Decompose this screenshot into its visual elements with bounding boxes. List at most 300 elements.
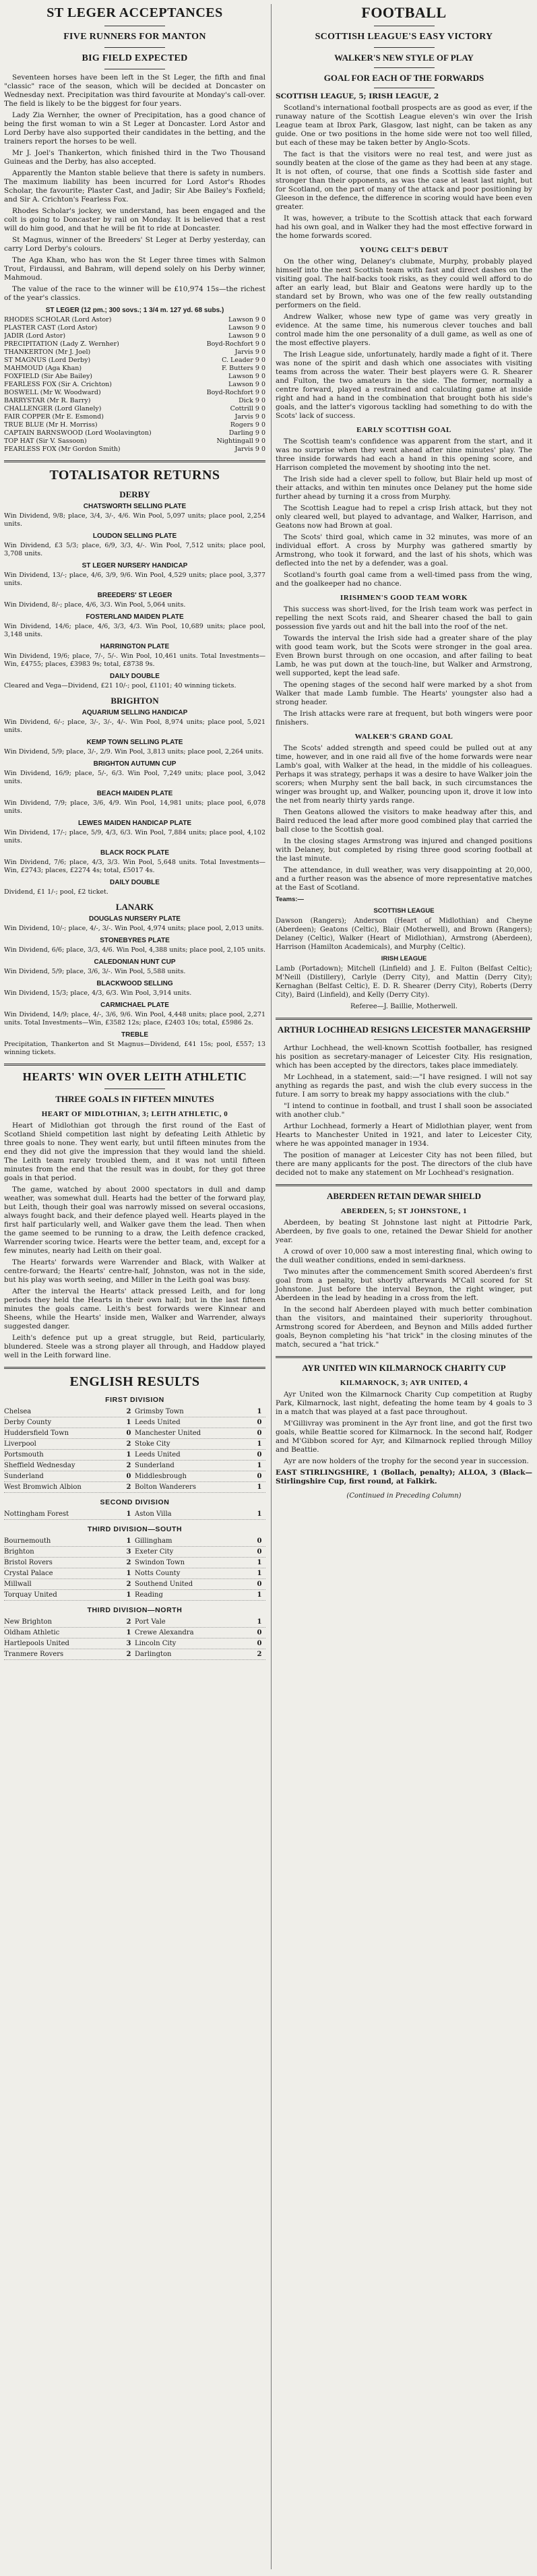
tote-race-result: Win Dividend, 6/6; place, 3/3, 4/6. Win Pool, 4,388 units; place pool, 2,105 units. [4,946,265,954]
tote-race-result: Precipitation, Thankerton and St Magnus—Dividend, £41 15s; pool, £557; 13 winning tickets. [4,1041,265,1056]
home-team: Oldham Athletic [4,1629,60,1636]
tote-race-result: Win Dividend, 16/9; place, 5/-, 6/3. Win Pool, 7,249 units; place pool, 3,042 units. [4,770,265,785]
away-team: Reading [135,1591,163,1599]
result-row [4,1590,265,1601]
walker-goal-paragraph: The Scots' added strength and speed could be pulled out at any time, however, and in one raid all five of the home forwards were near Lamb's goal, with Walker at the head, in the middle of his colleagues. Perhaps it was strategy, perhaps it was a desire to have Walker join the scorers; when Murphy sent the ball back, in such circumstances the winger was brought up, and Walker, pouncing upon it, drove it low into the net from nearly thirty yards range. [276,744,532,805]
away-team: Swindon Town [135,1559,185,1566]
lochhead-headline: ARTHUR LOCHHEAD RESIGNS LEICESTER MANAGERSHIP [277,1024,531,1035]
trainer-weight: Jarvis 9 0 [234,446,265,453]
football-paragraph: The fact is that the visitors were no real test, and were just as soundly beaten at the close of the game as they had been at any stage. It is not often, of course, that one finds a Scottish side faster and stronger than their opponents, as was the case at least last night, but for Scotland, on the part of many of the attack and poor positioning by Gleeson in the defence, the difference in scoring would have been even greater. [276,150,532,211]
away-score: 0 [257,1419,262,1426]
horse-name: CHALLENGER (Lord Glanely) [4,405,102,412]
result-row [4,1471,265,1482]
home-score: 1 [126,1537,131,1545]
home-team: Huddersfield Town [4,1430,69,1437]
st-leger-paragraph: Mr J. Joel's Thankerton, which finished third in the Two Thousand Guineas and the Derby, has also accepted. [4,149,265,166]
home-score: 2 [126,1618,131,1626]
football-lead [276,92,532,101]
ayr-article [276,1362,532,1500]
ayr-paragraph: Ayr United won the Kilmarnock Charity Cup competition at Rugby Park, Kilmarnock, last night, defeating the home team by 4 goals to 3 in a match that was played at a fast pace throughout. [276,1390,532,1416]
result-row [4,1568,265,1579]
trainer-weight: Lawson 9 0 [228,316,265,324]
early-goal-body [276,437,532,588]
result-row [4,1638,265,1649]
tote-race-name: STONEBYRES PLATE [100,937,170,944]
result-row [4,1558,265,1568]
tote-race-result: Win Dividend, 8/-; place, 4/6, 3/3. Win Pool, 5,064 units. [4,601,186,609]
ayr-paragraph: M'Gillivray was prominent in the Ayr front line, and got the first two goals, while Beattie scored for Kilmarnock. In the second half, Rodger and M'Gibbon scored for Ayr, and Kilmarnock replied through Milloy and Beattie. [276,1419,532,1454]
acceptance-row [4,381,265,389]
horse-name: FEARLESS FOX (Mr Gordon Smith) [4,446,121,453]
hearts-article [4,1070,265,1360]
tote-race-name: FOSTERLAND MAIDEN PLATE [86,613,184,621]
away-score: 2 [257,1651,262,1658]
trainer-weight: Jarvis 9 0 [234,413,265,421]
football-deck-1: SCOTTISH LEAGUE'S EASY VICTORY [315,32,493,42]
tote-race-name: BEACH MAIDEN PLATE [96,790,173,797]
horse-name: CAPTAIN BARNSWOOD (Lord Woolavington) [4,429,152,437]
st-leger-paragraph: Seventeen horses have been left in the St Leger, the fifth and final "classic" race of the season, which will be decided at Doncaster on Wednesday next. Precipitation was third favourite at Monday's call-over. The field is likely to be the biggest for four years. [4,73,265,108]
tote-race-result: Win Dividend, 7/9; place, 3/6, 4/9. Win Pool, 14,981 units; place pool, 6,078 units. [4,799,265,815]
st-leger-paragraph: The value of the race to the winner will be £10,974 15s—the richest of the year's classics. [4,285,265,302]
home-team: Nottingham Forest [4,1510,69,1518]
trainer-weight: Lawson 9 0 [228,332,265,340]
tote-race-name: CALEDONIAN HUNT CUP [94,958,176,966]
away-team: Darlington [135,1651,172,1658]
horse-name: FAIR COPPER (Mr E. Esmond) [4,413,104,421]
tote-race-name: BLACKWOOD SELLING [96,980,173,987]
home-team: West Bromwich Albion [4,1483,82,1491]
st-leger-paragraph: Lady Zia Wernher, the owner of Precipitation, has a good chance of being the first woman to win a St Leger at Doncaster. Lord Astor and Lord Derby have also supported their candidates in the betting, and the trainers report the horses to be well. [4,111,265,146]
divider [104,47,165,48]
team-lineups [276,895,532,1011]
tote-race-name: TREBLE [121,1031,148,1039]
acceptance-row [4,437,265,446]
tote-venue-name: LANARK [115,902,154,912]
football-body [276,104,532,241]
walker-goal-body [276,744,532,892]
section-rule [4,1064,265,1066]
away-team: Exeter City [135,1548,174,1556]
tote-race-result: Cleared and Vega—Dividend, £21 10/-; pool, £1101; 40 winning tickets. [4,682,236,689]
hearts-paragraph: Leith's defence put up a great struggle, but Reid, particularly, blundered. Steele was a strong player all through, and Haddow played well in the Leith forward line. [4,1334,265,1359]
lochhead-paragraph: Mr Lochhead, in a statement, said:—"I have resigned. I will not say anything as regards the past, and wish the club every success in the future. I am sorry to break my happy associations with the club." [276,1073,532,1099]
result-row [4,1547,265,1558]
irish-team-paragraph: Towards the interval the Irish side had a greater share of the play with good team work, but the Scots were stronger in the goal area. Even Brown burst through on one occasion, and after failing to beat Lamb, he was put down at the touch-line, but Walker and Armstrong, well supported, kept the lead safe. [276,634,532,677]
young-celt-paragraph: The Irish League side, unfortunately, hardly made a fight of it. There was none of the spirit and dash which one associates with visiting teams from across the water. Their best players were G. R. Shearer and Fulton, the two amateurs in the side. The former, normally a centre forward, played a restrained and calculating game at inside right and had a hand in the combination that brought both his side's goals, and the latter's vigorous tackling had something to do with the Scots' lack of success. [276,350,532,420]
early-goal-paragraph: Scotland's fourth goal came from a well-timed pass from the wing, and the goalkeeper had no chance. [276,571,532,588]
result-row [4,1439,265,1450]
home-score: 2 [126,1483,131,1491]
aberdeen-score: ABERDEEN, 5; ST JOHNSTONE, 1 [340,1207,468,1215]
lochhead-article [276,1024,532,1177]
tote-race-result: Win Dividend, 14/9; place, 4/-, 3/6, 9/6. Win Pool, 4,448 units; place pool, 2,271 units. Total Investments—Win, £3582 12s; place, £2403 10s; total, £5986 2s. [4,1011,265,1026]
home-score: 2 [126,1651,131,1658]
home-score: 1 [126,1629,131,1636]
hearts-paragraph: The Hearts' forwards were Warrender and Black, with Walker at centre-forward; the Hearts' centre-half, Johnston, was not in the side, but his play was worth seeing, and Miller in the Leith goal was busy. [4,1258,265,1284]
team-name: SCOTTISH LEAGUE [373,907,435,915]
divider [104,1088,165,1089]
irish-team-body [276,605,532,727]
hearts-paragraph: Heart of Midlothian got through the first round of the East of Scotland Shield competition last night by defeating Leith Athletic by three goals to none. They went early, but until fifteen minutes from the end they did not give the impression that they would land the shield. The Leith team rarely troubled them, and it was not until fifteen minutes from the end that the result was in doubt, for they got three goals in that period. [4,1122,265,1182]
away-team: Southend United [135,1581,193,1588]
horse-name: PRECIPITATION (Lady Z. Wernher) [4,340,119,348]
tote-race-name: DAILY DOUBLE [110,673,160,680]
ayr-score: KILMARNOCK, 3; AYR UNITED, 4 [340,1379,468,1387]
trainer-weight: Lawson 9 0 [228,324,265,332]
acceptance-row [4,324,265,332]
away-team: Bolton Wanderers [135,1483,196,1491]
tote-race-result: Win Dividend, 15/3; place, 4/3, 6/3. Win Pool, 3,914 units. [4,989,192,997]
away-score: 0 [257,1451,262,1459]
aberdeen-paragraph: A crowd of over 10,000 saw a most interesting final, which owing to the dull weather conditions, ended in semi-darkness. [276,1248,532,1264]
home-score: 1 [126,1570,131,1577]
tote-race-result: Win Dividend, 9/8; place, 3/4, 3/-, 4/6. Win Pool, 5,097 units; place pool, 2,254 units. [4,512,265,528]
lochhead-paragraph: Arthur Lochhead, the well-known Scottish footballer, has resigned his position as secretary-manager of Leicester City. His resignation, which has been accepted by the directors, takes place immediately. [276,1044,532,1070]
tote-race-name: CHATSWORTH SELLING PLATE [83,503,187,510]
away-team: Notts County [135,1570,181,1577]
st-leger-deck-2: BIG FIELD EXPECTED [82,53,188,63]
home-team: Chelsea [4,1408,32,1415]
result-row [4,1628,265,1638]
acceptance-row [4,429,265,437]
home-team: Crystal Palace [4,1570,53,1577]
tote-race-name: LOUDON SELLING PLATE [92,532,177,540]
acceptance-row [4,332,265,340]
section-rule [276,1356,532,1358]
trainer-weight: Darling 9 0 [228,429,265,437]
home-score: 1 [126,1510,131,1518]
trainer-weight: Dick 9 0 [239,397,265,404]
hearts-paragraph: The game, watched by about 2000 spectators in dull and damp weather, was somewhat dull. Hearts had the better of the forward play, but Leith, though their goal was narrowly missed on several occasions, always fought back, and their defence played well. Hearts played in the first half particularly well, and Walker gave them the lead. Then when the game seemed to be running to a draw, the Leith defence cracked, Warrender scoring twice. Hearts were the better team, and, except for a few minutes, nearly had Leith on their goal. [4,1186,265,1255]
irish-team-paragraph: The opening stages of the second half were marked by a shot from Walker that made Lamb fumble. The Hearts' youngster also had a strong header. [276,681,532,706]
hearts-deck-2: HEART OF MIDLOTHIAN, 3; LEITH ATHLETIC, 0 [41,1110,228,1118]
division-heading: SECOND DIVISION [100,1498,170,1506]
continued-note: (Continued in Preceding Column) [346,1492,462,1500]
home-team: Tranmere Rovers [4,1651,64,1658]
acceptance-row [4,348,265,357]
away-score: 0 [257,1581,262,1588]
tote-race-name: BLACK ROCK PLATE [100,849,170,857]
english-results-headline: ENGLISH RESULTS [69,1374,200,1389]
ayr-body [276,1390,532,1466]
trainer-weight: Nightingall 9 0 [216,437,265,445]
section-rule [276,1184,532,1186]
home-team: Bristol Rovers [4,1559,53,1566]
acceptance-row [4,365,265,373]
left-column [4,4,265,2569]
walker-goal-paragraph: In the closing stages Armstrong was injured and changed positions with Delaney, but completed by rising three good scoring football at the last minute. [276,837,532,863]
home-team: Torquay United [4,1591,57,1599]
result-row [4,1579,265,1590]
away-team: Sunderland [135,1462,175,1469]
aberdeen-paragraph: Aberdeen, by beating St Johnstone last night at Pittodrie Park, Aberdeen, by five goals to one, retained the Dewar Shield for another year. [276,1219,532,1244]
horse-name: TRUE BLUE (Mr H. Morriss) [4,421,98,429]
home-score: 1 [126,1591,131,1599]
irish-team-subhead: IRISHMEN'S GOOD TEAM WORK [340,594,468,602]
home-team: Sunderland [4,1473,44,1480]
ayr-headline: AYR UNITED WIN KILMARNOCK CHARITY CUP [302,1363,506,1373]
away-score: 1 [257,1462,262,1469]
division-tables [4,1396,265,1660]
early-goal-subhead: EARLY SCOTTISH GOAL [356,426,451,434]
acceptance-row [4,446,265,454]
trainer-weight: F. Butters 9 0 [221,365,265,372]
away-team: Gillingham [135,1537,172,1545]
away-score: 1 [257,1510,262,1518]
result-row [4,1428,265,1439]
home-score: 3 [126,1548,131,1556]
young-celt-subhead: YOUNG CELT'S DEBUT [359,246,449,254]
hearts-deck-1: THREE GOALS IN FIFTEEN MINUTES [55,1094,214,1104]
horse-name: PLASTER CAST (Lord Astor) [4,324,98,332]
home-score: 2 [126,1440,131,1448]
teams-list [276,907,532,1000]
tote-race-name: DOUGLAS NURSERY PLATE [89,915,181,923]
result-row [4,1617,265,1628]
acceptance-list [4,307,265,454]
east-stirlingshire-result: EAST STIRLINGSHIRE, 1 (Bollach, penalty); ALLOA, 3 (Black—Stirlingshire Cup, first round, at Falkirk. [276,1469,532,1485]
football-deck-2: WALKER'S NEW STYLE OF PLAY [334,53,474,63]
tote-race-name: LEWES MAIDEN HANDICAP PLATE [78,820,191,827]
acceptance-row [4,316,265,324]
home-team: Millwall [4,1581,32,1588]
acceptance-heading: ST LEGER (12 pm.; 300 sovs.; 1 3/4 m. 127 yd. 68 subs.) [45,307,224,314]
early-goal-paragraph: The Irish side had a clever spell to follow, but Blair held up most of their attacks, and within ten minutes once Delaney put the home side further ahead by turning it a cross from Murphy. [276,475,532,501]
acceptance-row [4,413,265,421]
result-row [4,1417,265,1428]
teams-label: Teams:— [276,896,305,903]
away-score: 1 [257,1408,262,1415]
away-score: 1 [257,1618,262,1626]
tote-race-name: ST LEGER NURSERY HANDICAP [82,562,188,570]
trainer-weight: Boyd-Rochfort 9 0 [206,340,265,348]
st-leger-deck-1: FIVE RUNNERS FOR MANTON [63,32,206,42]
home-team: Portsmouth [4,1451,44,1459]
acceptance-row [4,405,265,413]
home-team: Hartlepools United [4,1640,69,1647]
away-score: 0 [257,1640,262,1647]
tote-race-name: BREEDERS' ST LEGER [97,592,172,599]
acceptance-entries [4,316,265,454]
away-score: 1 [257,1483,262,1491]
acceptance-row [4,357,265,365]
trainer-weight: Boyd-Rochfort 9 0 [206,389,265,396]
tote-race-result: Win Dividend, 6/-; place, 3/-, 3/-, 4/-. Win Pool, 8,974 units; place pool, 5,021 units. [4,718,265,734]
st-leger-body [4,73,265,303]
home-team: Sheffield Wednesday [4,1462,75,1469]
team-players: Lamb (Portadown); Mitchell (Linfield) and J. E. Fulton (Belfast Celtic); M'Neill (Distillery), Carlyle (Derry City), and Mattin (Derry City); Kernaghan (Belfast Celtic), E. D. R. Shearer (Derry City), Roberts (Derry City), Baird (Linfield), and Kelly (Derry City). [276,965,532,999]
home-score: 1 [126,1451,131,1459]
horse-name: RHODES SCHOLAR (Lord Astor) [4,316,112,324]
hearts-paragraph: After the interval the Hearts' attack pressed Leith, and for long periods they held the Hearts in their own half; but in the last fifteen minutes the goals came. Leith's best forwards were Kinnear and Sheens, while the Hearts' inside men, Walker and Warrender, always suggested danger. [4,1287,265,1330]
away-team: Port Vale [135,1618,166,1626]
irish-team-paragraph: The Irish attacks were rare at frequent, but both wingers were poor finishers. [276,710,532,727]
early-goal-paragraph: The Scottish team's confidence was apparent from the start, and it was no surprise when they went ahead after nine minutes' play. The three inside forwards had each a hand in this opening score, and Harrison completed the movement by shooting into the net. [276,437,532,472]
st-leger-paragraph: Apparently the Manton stable believe that there is safety in numbers. The maximum liability has been incurred for Lord Astor's Rhodes Scholar, the favourite; Plaster Cast, and Jadir; Sir Abe Bailey's Foxfield; and Sir A. Crichton's Fearless Fox. [4,169,265,204]
football-article [276,4,532,1011]
trainer-weight: C. Leader 9 0 [222,357,265,364]
tote-race-result: Win Dividend, 7/6; place, 4/3, 3/3. Win Pool, 5,648 units. Total Investments—Win, £2743; places, £2274 4s; total, £5017 4s. [4,859,265,874]
football-lead-score: SCOTTISH LEAGUE, 5; IRISH LEAGUE, 2 [276,92,439,100]
home-score: 0 [126,1430,131,1437]
tote-venue-name: DERBY [119,489,150,499]
tote-race-name: DAILY DOUBLE [110,879,160,886]
away-team: Grimsby Town [135,1408,184,1415]
tote-race-result: Dividend, £1 1/-; pool, £2 ticket. [4,888,108,896]
divider [374,67,435,68]
acceptance-row [4,421,265,429]
trainer-weight: Lawson 9 0 [228,373,265,380]
young-celt-body [276,257,532,421]
team-name: IRISH LEAGUE [381,955,427,962]
football-paragraph: It was, however, a tribute to the Scottish attack that each forward had his own goal, and in Walker they had the most effective forward in the home forwards scored. [276,214,532,240]
result-row [4,1461,265,1471]
horse-name: FOXFIELD (Sir Abe Bailey) [4,373,93,380]
horse-name: JADIR (Lord Astor) [4,332,66,340]
st-leger-paragraph: Rhodes Scholar's jockey, we understand, has been engaged and the colt is going to Doncaster by rail on Monday. It is believed that a rest will do him good, and that he will be fit to ride at Doncaster. [4,207,265,233]
irish-team-paragraph: This success was short-lived, for the Irish team work was perfect in repelling the next Scots raid, and Shearer chased the ball to gain possession five yards out and hit the ball into the roof of the net. [276,605,532,631]
hearts-headline: HEARTS' WIN OVER LEITH ATHLETIC [22,1070,247,1083]
tote-race-name: CARMICHAEL PLATE [100,1002,169,1009]
early-goal-paragraph: The Scots' third goal, which came in 32 minutes, was more of an individual effort. A cross by Murphy was gathered smartly by Armstrong, who took it forward, and the last of his shots, which was deflected into the net by a defender, was a goal. [276,533,532,568]
hearts-body [4,1122,265,1360]
lochhead-paragraph: "I intend to continue in football, and trust I shall soon be associated with another club." [276,1102,532,1119]
away-score: 0 [257,1629,262,1636]
lochhead-paragraph: Arthur Lochhead, formerly a Heart of Midlothian player, went from Hearts to Manchester United in 1921, and later to Leicester City, where he was appointed manager in 1934. [276,1122,532,1148]
tote-race-result: Win Dividend, £3 5/3; place, 6/9, 3/3, 4/-. Win Pool, 7,512 units; place pool, 3,708 units. [4,542,265,557]
home-score: 0 [126,1473,131,1480]
away-score: 0 [257,1537,262,1545]
tote-race-name: AQUARIUM SELLING HANDICAP [82,709,188,716]
tote-race-name: BRIGHTON AUTUMN CUP [93,760,177,768]
horse-name: THANKERTON (Mr J. Joel) [4,348,91,356]
home-score: 2 [126,1462,131,1469]
tote-race-result: Win Dividend, 14/6; place, 4/6, 3/3, 4/3. Win Pool, 10,689 units; place pool, 3,148 units. [4,623,265,638]
tote-race-result: Win Dividend, 10/-; place, 4/-, 3/-. Win Pool, 4,974 units; place pool, 2,013 units. [4,925,264,932]
horse-name: ST MAGNUS (Lord Derby) [4,357,91,364]
aberdeen-paragraph: Two minutes after the commencement Smith scored Aberdeen's first goal from a penalty, but shortly afterwards M'Call scored for St Johnstone. Just before the interval Beynon, the right winger, put Aberdeen in the lead by heading in a cross from the left. [276,1268,532,1302]
walker-goal-paragraph: Then Geatons allowed the visitors to make headway after this, and Baird reduced the lead after more good combined play that carried the ball close to the Scottish goal. [276,808,532,834]
away-team: Leeds United [135,1451,181,1459]
tote-race-result: Win Dividend, 19/6; place, 7/-, 5/-. Win Pool, 10,461 units. Total Investments—Win, £4755; places, £3983 9s; total, £8738 9s. [4,652,265,668]
result-row [4,1450,265,1461]
trainer-weight: Rogers 9 0 [230,421,265,429]
tote-race-result: Win Dividend, 13/-; place, 4/6, 3/9, 9/6. Win Pool, 4,529 units; place pool, 3,377 units. [4,572,265,587]
away-score: 1 [257,1591,262,1599]
walker-goal-paragraph: The attendance, in dull weather, was very disappointing at 20,000, and a further reason was the absence of more representative matches at the East of Scotland. [276,866,532,892]
football-paragraph: Scotland's international football prospects are as good as ever, if the runaway nature of the Scottish League eleven's win over the Irish League team at Ibrox Park, Glasgow, last night, can be taken as any guide. One or two positions in the home side were not too well filled, but each of these may be taken better by Anglo-Scots. [276,104,532,147]
home-score: 2 [126,1408,131,1415]
st-leger-headline: ST LEGER ACCEPTANCES [46,5,223,20]
football-headline: FOOTBALL [361,4,447,21]
away-score: 0 [257,1473,262,1480]
away-score: 1 [257,1559,262,1566]
referee-line: Referee—J. Baillie, Motherwell. [350,1003,458,1010]
home-team: Brighton [4,1548,34,1556]
away-score: 1 [257,1570,262,1577]
divider [374,1039,435,1040]
tote-article [4,466,265,1057]
tote-race-name: HARRINGTON PLATE [100,643,170,650]
aberdeen-paragraph: In the second half Aberdeen played with much better combination than the visitors, and maintained their superiority throughout. Armstrong scored for Aberdeen, and Beynon and Mills added further goals, Beynon completing his "hat trick" in the closing minutes of the match, secured a "hat trick." [276,1306,532,1349]
away-score: 0 [257,1430,262,1437]
young-celt-paragraph: On the other wing, Delaney's clubmate, Murphy, probably played himself into the next Scottish team with fast and direct dashes on the visiting goal. The half-backs took risks, as they could well afford to do after an early lead, but Blair and Geatons were hardly up to the standard set by Brown, who was one of the few really outstanding performers on the field. [276,257,532,309]
away-team: Aston Villa [135,1510,172,1518]
aberdeen-body [276,1219,532,1349]
division-heading: THIRD DIVISION—SOUTH [87,1525,183,1533]
right-column [271,4,532,2569]
early-goal-paragraph: The Scottish League had to repel a crisp Irish attack, but they not only cleared well, but played to advantage, and Walker, Harrison, and Geatons now had Brown at goal. [276,504,532,530]
away-score: 0 [257,1548,262,1556]
lochhead-paragraph: The position of manager at Leicester City has not been filled, but there are many applicants for the post. The directors of the club have decided not to make any statement on Mr Lochhead's resignation. [276,1151,532,1177]
trainer-weight: Jarvis 9 0 [234,348,265,356]
team-players: Dawson (Rangers); Anderson (Heart of Midlothian) and Cheyne (Aberdeen); Geatons (Celtic), Blair (Motherwell), and Brown (Rangers); Delaney (Celtic), Walker (Heart of Midlothian), Armstrong (Aberdeen), Harrison (Hamilton Academicals), and Murphy (Celtic). [276,917,532,951]
section-rule [276,1018,532,1020]
home-score: 2 [126,1581,131,1588]
away-team: Leeds United [135,1419,181,1426]
young-celt-paragraph: Andrew Walker, whose new type of game was very greatly in evidence. At the same time, his numerous clever touches and ball control made him the one personality of a dull game, as well as one of the most effective players. [276,313,532,347]
tote-race-result: Win Dividend, 5/9; place, 3/6, 3/-. Win Pool, 5,588 units. [4,968,186,975]
section-rule [4,460,265,462]
tote-headline: TOTALISATOR RETURNS [49,468,220,483]
walker-goal-subhead: WALKER'S GRAND GOAL [354,733,453,741]
horse-name: MAHMOUD (Aga Khan) [4,365,82,372]
result-row [4,1482,265,1493]
tote-venue-name: BRIGHTON [110,696,159,706]
acceptance-row [4,340,265,348]
acceptance-row [4,373,265,381]
tote-race-name: KEMP TOWN SELLING PLATE [86,739,183,746]
home-team: Liverpool [4,1440,36,1448]
result-row [4,1649,265,1660]
ayr-paragraph: Ayr are now holders of the trophy for the second year in succession. [284,1457,529,1465]
english-results [4,1373,265,1660]
home-score: 1 [126,1419,131,1426]
tote-race-result: Win Dividend, 5/9; place, 3/-, 2/9. Win Pool, 3,813 units; place pool, 2,264 units. [4,748,264,756]
home-team: New Brighton [4,1618,53,1626]
away-team: Stoke City [135,1440,170,1448]
horse-name: TOP HAT (Sir V. Sassoon) [4,437,87,445]
division-heading: FIRST DIVISION [105,1396,164,1404]
home-team: Bournemouth [4,1537,51,1545]
tote-race-result: Win Dividend, 17/-; place, 5/9, 4/3, 6/3. Win Pool, 7,884 units; place pool, 4,102 units. [4,829,265,845]
trainer-weight: Cottrill 9 0 [230,405,265,412]
tote-venues [4,491,265,1057]
section-rule [4,1367,265,1369]
acceptance-row [4,389,265,397]
st-leger-paragraph: The Aga Khan, who has won the St Leger three times with Salmon Trout, Firdaussi, and Bahram, will depend solely on his Derby winner, Mahmoud. [4,256,265,282]
result-row [4,1509,265,1520]
home-team: Derby County [4,1419,52,1426]
result-row [4,1536,265,1547]
division-heading: THIRD DIVISION—NORTH [87,1606,183,1614]
aberdeen-article [276,1190,532,1349]
away-team: Lincoln City [135,1640,177,1647]
horse-name: BOSWELL (Mr W. Woodward) [4,389,101,396]
away-score: 1 [257,1440,262,1448]
result-row [4,1407,265,1417]
lochhead-body [276,1044,532,1177]
football-deck-3: GOAL FOR EACH OF THE FORWARDS [323,73,484,83]
acceptance-row [4,397,265,405]
horse-name: BARRYSTAR (Mr R. Barry) [4,397,91,404]
home-score: 2 [126,1559,131,1566]
trainer-weight: Lawson 9 0 [228,381,265,388]
horse-name: FEARLESS FOX (Sir A. Crichton) [4,381,113,388]
divider [374,47,435,48]
away-team: Manchester United [135,1430,201,1437]
